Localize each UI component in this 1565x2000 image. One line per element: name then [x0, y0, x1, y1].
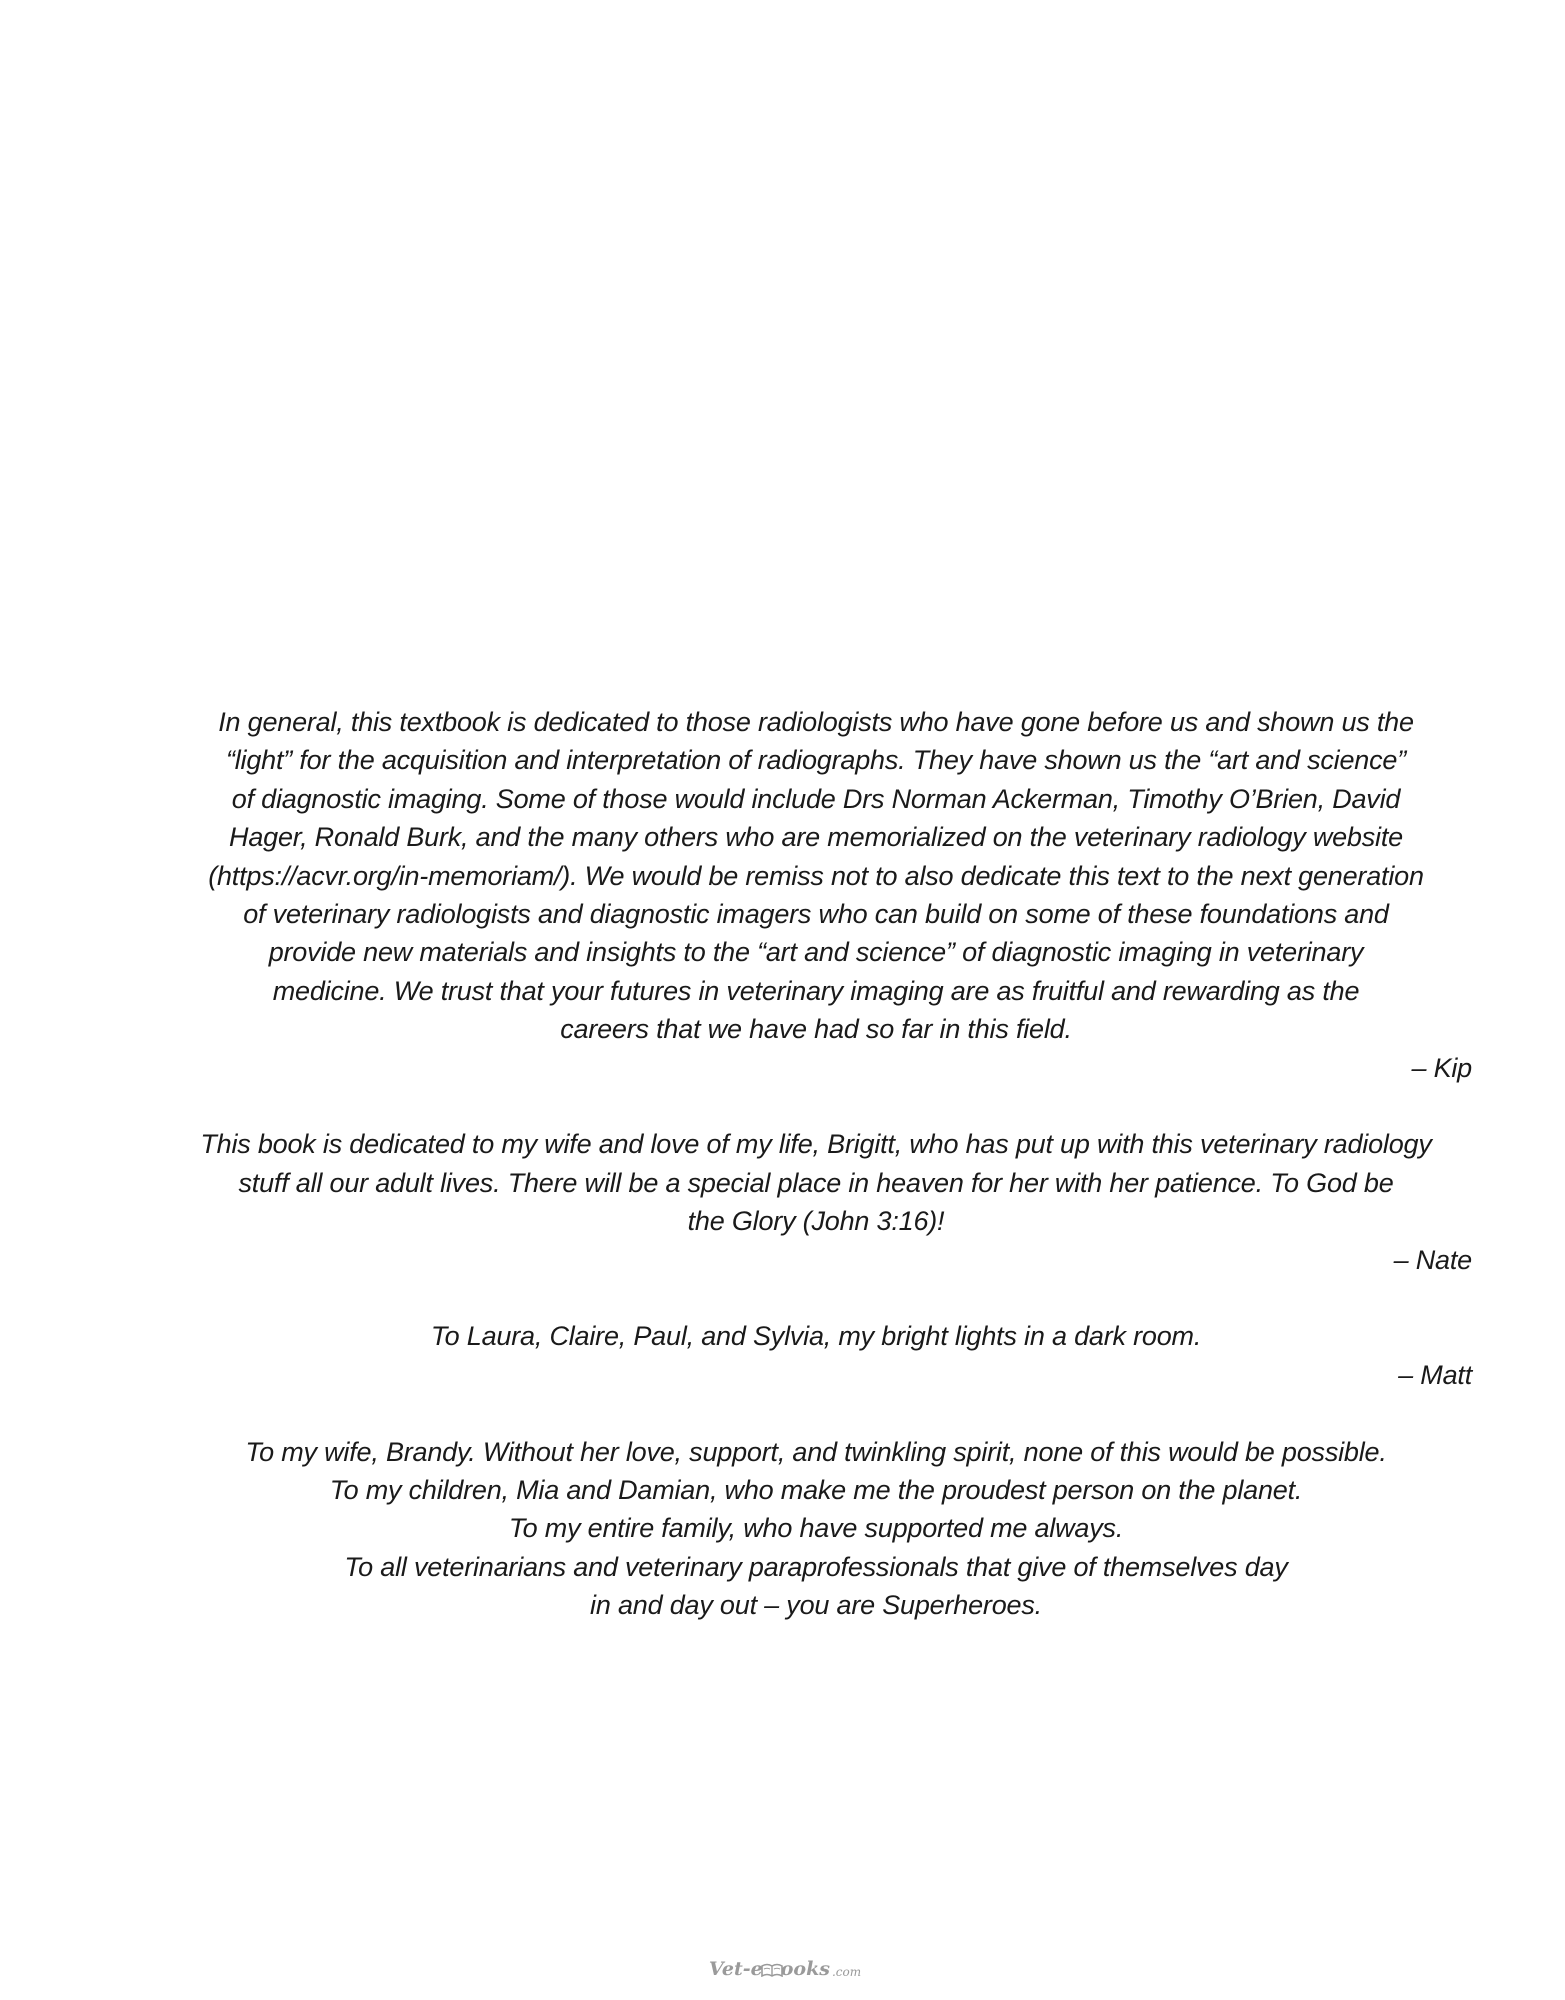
vet-ebooks-watermark — [700, 1954, 870, 1984]
dedication-kip — [160, 703, 1472, 1087]
dedication-line: In general, this textbook is dedicated to those radiologists who have gone before us and shown us the — [218, 707, 1414, 737]
dedication-line: of diagnostic imaging. Some of those would include Drs Norman Ackerman, Timothy O’Brien, David — [231, 783, 1401, 814]
open-book-icon — [761, 1963, 783, 1977]
dedication-nate — [160, 1125, 1472, 1279]
spacer — [160, 1394, 1472, 1432]
watermark-suffix: ooks — [780, 1958, 830, 1980]
watermark-tld: .com — [831, 1965, 862, 1979]
signature-kip: – Kip — [1411, 1052, 1472, 1083]
dedication-line: To my wife, Brandy. Without her love, support, and twinkling spirit, none of this would be possible. — [245, 1436, 1387, 1467]
dedication-line: the Glory (John 3:16)! — [687, 1206, 945, 1237]
dedication-line: To all veterinarians and veterinary paraprofessionals that give of themselves day — [344, 1551, 1288, 1582]
dedication-line: To Laura, Claire, Paul, and Sylvia, my bright lights in a dark room. — [430, 1321, 1202, 1352]
dedication-line: provide new materials and insights to the “art and science” of diagnostic imaging in veterinary — [268, 937, 1364, 968]
dedication-line: careers that we have had so far in this field. — [560, 1014, 1072, 1045]
spacer — [160, 1279, 1472, 1317]
dedication-line: Hager, Ronald Burk, and the many others who are memorialized on the veterinary radiology website — [229, 822, 1403, 853]
dedication-matt — [160, 1317, 1472, 1394]
dedication-line: To my children, Mia and Damian, who make me the proudest person on the planet. — [329, 1475, 1303, 1506]
spacer — [160, 1087, 1472, 1125]
dedication-line: “light” for the acquisition and interpretation of radiographs. They have shown us the “art and science” — [225, 745, 1407, 776]
signature-nate: – Nate — [1393, 1244, 1472, 1275]
dedication-line: of veterinary radiologists and diagnostic imagers who can build on some of these foundations and — [243, 899, 1389, 930]
dedication-line: medicine. We trust that your futures in veterinary imaging are as fruitful and rewarding as the — [272, 975, 1360, 1006]
dedication-line: (https://acvr.org/in-memoriam/). We would be remiss not to also dedicate this text to the next generation — [208, 860, 1424, 891]
dedication-line: stuff all our adult lives. There will be a special place in heaven for her with her patience. To God be — [238, 1167, 1394, 1198]
signature-matt: – Matt — [1398, 1359, 1472, 1390]
dedication-page — [160, 703, 1472, 1625]
dedication-family — [160, 1433, 1472, 1625]
watermark-prefix: Vet-e — [708, 1958, 763, 1980]
dedication-line: This book is dedicated to my wife and love of my life, Brigitt, who has put up with this veterinary radiology — [200, 1129, 1432, 1160]
dedication-line: in and day out – you are Superheroes. — [590, 1590, 1042, 1621]
dedication-line: To my entire family, who have supported me always. — [508, 1513, 1124, 1544]
